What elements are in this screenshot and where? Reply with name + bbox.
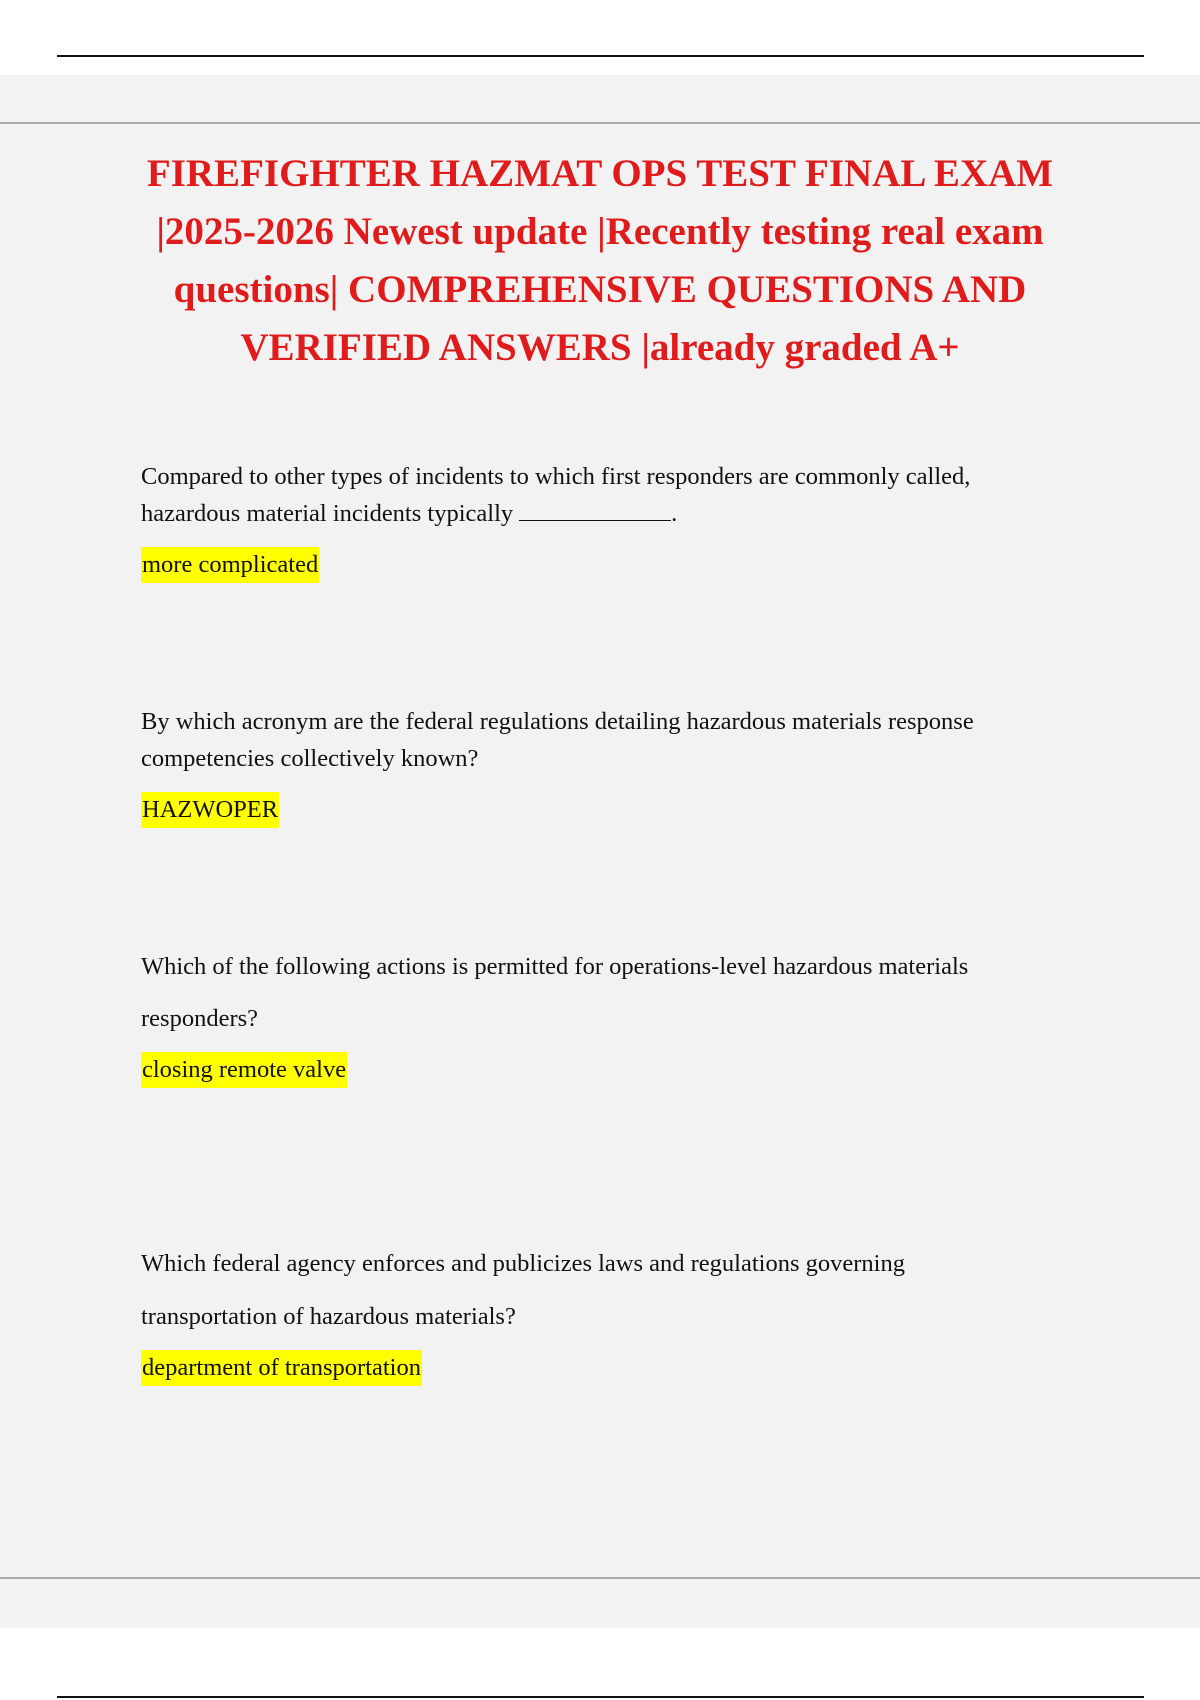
footer-rule xyxy=(57,1696,1144,1698)
answer-1: more complicated xyxy=(141,547,319,583)
question-1 xyxy=(141,458,1041,532)
qa-item-1 xyxy=(141,458,1041,583)
question-1-end: . xyxy=(671,500,678,527)
document-page xyxy=(0,75,1200,1628)
question-3-line-1: Which of the following actions is permitted for operations-level hazardous materials xyxy=(141,953,969,980)
qa-item-4 xyxy=(141,1245,1041,1386)
header-rule xyxy=(57,55,1144,57)
question-4-line-2: transportation of hazardous materials? xyxy=(141,1303,516,1330)
page-bottom-border xyxy=(0,1577,1200,1579)
answer-2: HAZWOPER xyxy=(141,792,279,828)
question-4-line-1: Which federal agency enforces and publicizes laws and regulations governing xyxy=(141,1250,905,1277)
question-2: By which acronym are the federal regulations detailing hazardous materials response competencies collectively known? xyxy=(141,708,974,772)
page-top-border xyxy=(0,122,1200,124)
question-3-line-2: responders? xyxy=(141,1005,259,1032)
answer-4: department of transportation xyxy=(141,1350,422,1386)
qa-item-3 xyxy=(141,948,1041,1088)
qa-item-2 xyxy=(141,703,1041,828)
question-1-text: Compared to other types of incidents to which first responders are commonly called, hazardous material incidents typically xyxy=(141,463,971,527)
answer-3: closing remote valve xyxy=(141,1052,347,1088)
fill-in-blank xyxy=(519,500,671,521)
document-title: FIREFIGHTER HAZMAT OPS TEST FINAL EXAM |2025-2026 Newest update |Recently testing real exam questions| COMPREHENSIVE QUESTIONS AND VERIFIED ANSWERS |already graded A+ xyxy=(146,152,1054,369)
